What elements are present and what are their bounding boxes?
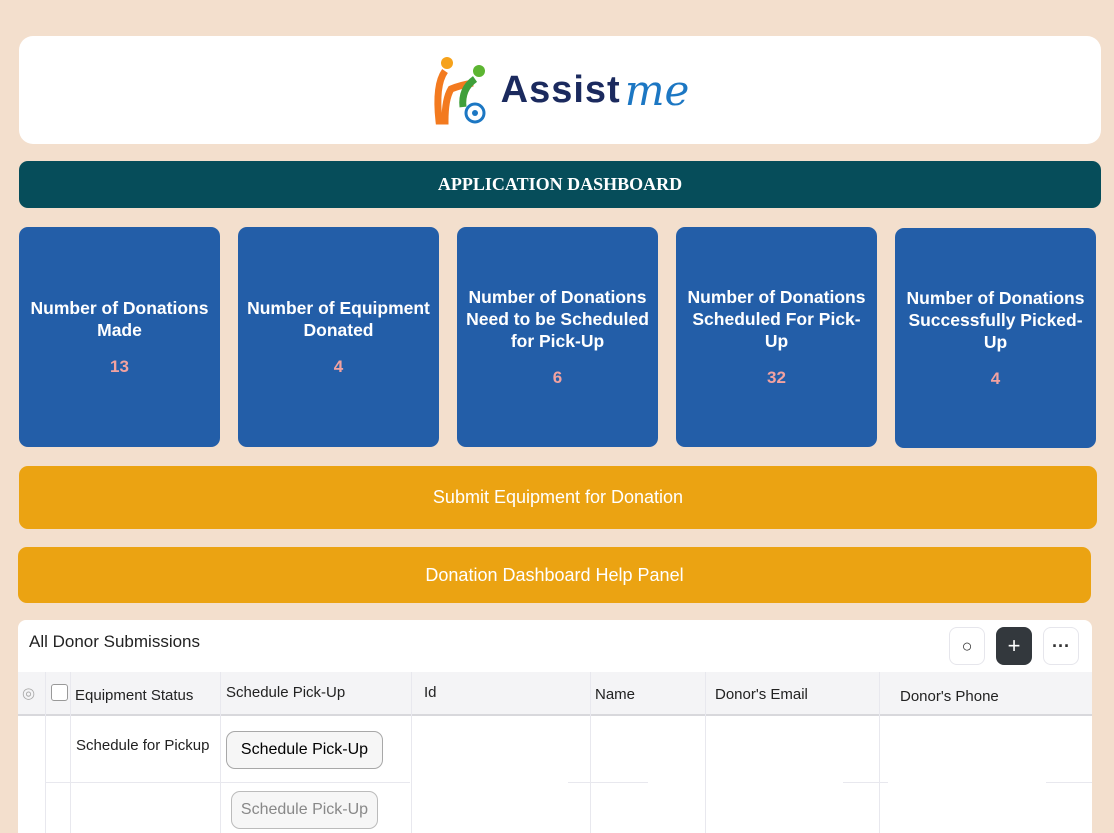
stat-card-equipment-donated (238, 227, 439, 447)
stat-card-scheduled (676, 227, 877, 447)
column-header-name[interactable]: Name (595, 686, 636, 703)
ellipsis-icon: ··· (1052, 635, 1070, 656)
column-header-id[interactable]: Id (424, 684, 437, 701)
stat-card-need-scheduling (457, 227, 658, 447)
add-button[interactable] (996, 627, 1032, 665)
assistme-logo (431, 55, 690, 125)
refresh-button[interactable] (949, 627, 985, 665)
plus-icon: + (1007, 633, 1021, 658)
stat-value: 13 (110, 357, 129, 376)
stat-value: 4 (333, 357, 344, 376)
logo-text-me: me (624, 65, 690, 115)
schedule-pickup-button[interactable]: Schedule Pick-Up (231, 791, 378, 829)
help-panel-button[interactable]: Donation Dashboard Help Panel (18, 547, 1091, 603)
logo-text: Assist (500, 68, 621, 111)
submit-equipment-button[interactable]: Submit Equipment for Donation (19, 466, 1097, 529)
logo-figures-icon (431, 55, 497, 125)
stat-label: Number of Equipment Donated (247, 298, 430, 340)
stat-label: Number of Donations Need to be Scheduled for Pick-Up (466, 287, 649, 351)
schedule-pickup-button[interactable]: Schedule Pick-Up (226, 731, 383, 769)
column-header-schedule-pickup[interactable]: Schedule Pick-Up (226, 684, 346, 701)
stat-value: 32 (767, 368, 786, 387)
visibility-eye-icon[interactable]: ◎ (22, 685, 36, 702)
select-all-checkbox[interactable] (51, 684, 68, 701)
dashboard-title: APPLICATION DASHBOARD (19, 161, 1101, 208)
circle-icon: ○ (961, 635, 973, 656)
stat-value: 6 (552, 368, 563, 387)
equipment-status-cell: Schedule for Pickup (76, 737, 210, 754)
column-header-email[interactable]: Donor's Email (715, 686, 808, 703)
table-title: All Donor Submissions (29, 632, 201, 651)
stat-value: 4 (990, 369, 1001, 388)
stat-card-donations-made (19, 227, 220, 447)
column-header-equipment-status[interactable]: Equipment Status (75, 687, 194, 704)
logo-banner (19, 36, 1101, 144)
donor-submissions-table (18, 620, 1092, 833)
stat-label: Number of Donations Made (30, 298, 209, 340)
stat-label: Number of Donations Scheduled For Pick-Up (687, 287, 866, 351)
stat-label: Number of Donations Successfully Picked-Up (906, 288, 1085, 352)
column-header-phone[interactable]: Donor's Phone (900, 688, 999, 705)
more-options-button[interactable] (1043, 627, 1079, 665)
stat-card-picked-up (895, 228, 1096, 448)
